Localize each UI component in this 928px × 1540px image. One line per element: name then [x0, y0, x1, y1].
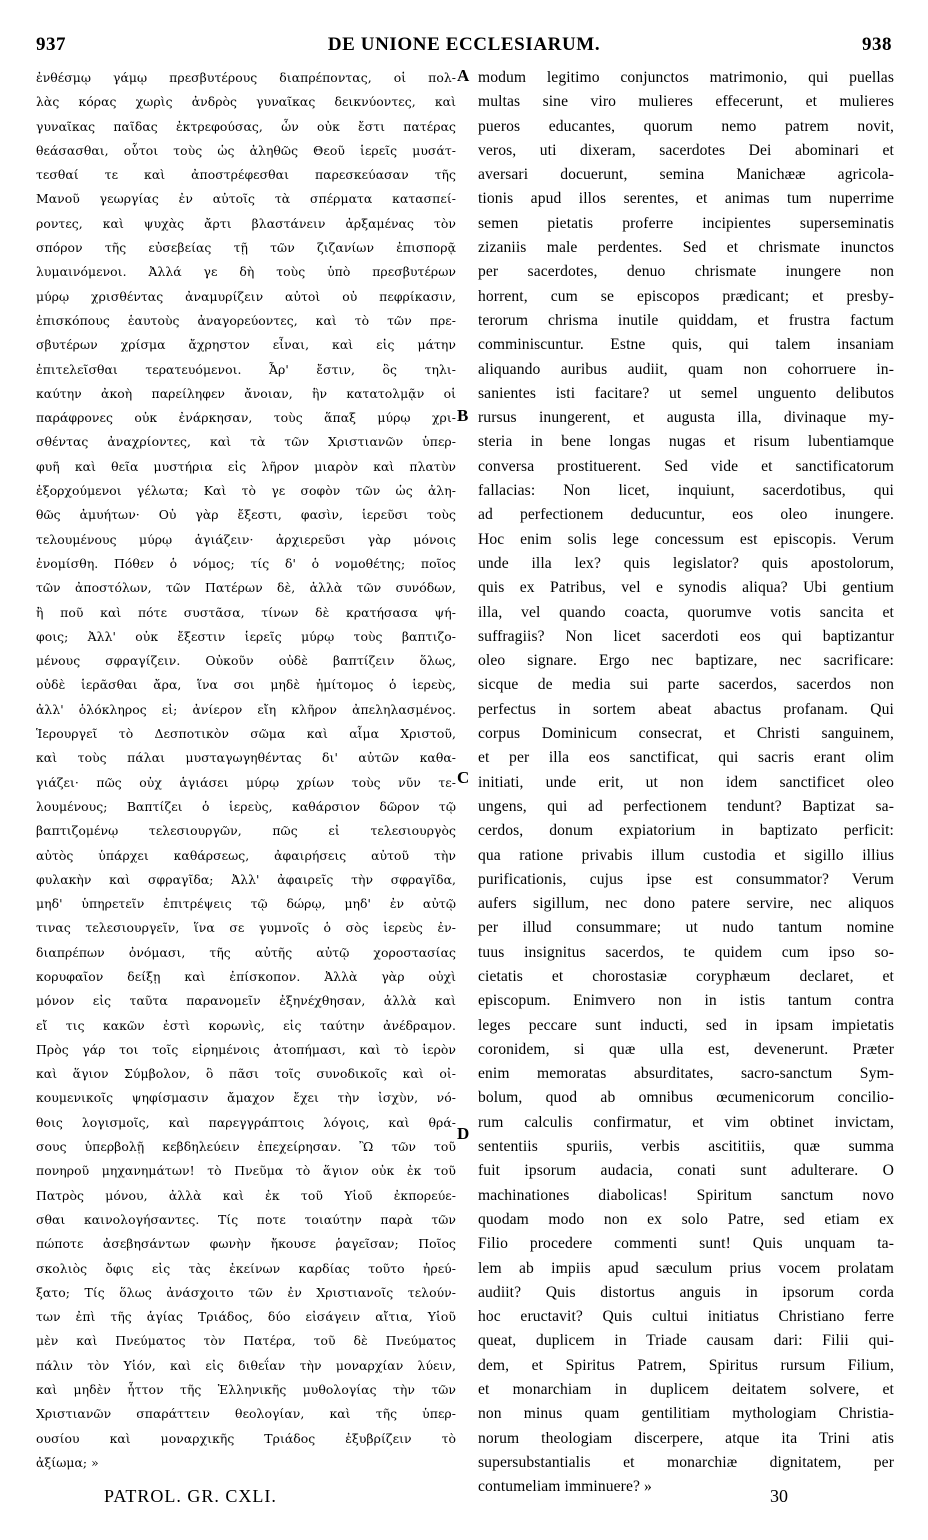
latin-text-line: fuit ipsorum audacia, conati sunt adulterare. O	[478, 1162, 894, 1180]
latin-text-line: per illud consummare; ut nudo tantum nomine	[478, 919, 894, 937]
latin-text-line: sanientes isti facitare? ut semel unguento delibutos	[478, 384, 894, 402]
latin-text-line: multas sine viro mulieres effecerunt, et mulieres	[478, 93, 894, 111]
greek-text-line: ἐξορχούμενοι γέλωτα; Καὶ τὸ γε σοφὸν τῶν ὡς ἀλη-	[36, 483, 456, 499]
greek-text-line: πάλιν τὸν Υἱόν, καὶ εἰς διθεΐαν τὴν μοναρχίαν λύειν,	[36, 1357, 456, 1373]
latin-text-line: supersubstantialis et monarchiæ dignitatem, per	[478, 1453, 894, 1471]
greek-text-line: ἢ ποῦ καὶ πότε συστᾶσα, τίνων δὲ κρατήσασα ψή-	[36, 604, 456, 620]
latin-text-line: zizaniis male perdentes. Sed et chrismate inunctos	[478, 239, 894, 257]
greek-text-line: θῶς ἀμυήτων· Οὐ γὰρ ἔξεστι, φασὶν, ἱερεῦσι τοὺς	[36, 507, 456, 523]
latin-text-line: norum theologiam discerpere, atque ita Trini atis	[478, 1429, 894, 1447]
greek-text-line: σβυτέρων χρίσμα ἄχρηστον εἶναι, καὶ εἰς μάτην	[36, 337, 456, 353]
greek-text-line: μὲν καὶ Πνεύματος τὸν Πατέρα, τοῦ δὲ Πνεύματος	[36, 1333, 456, 1349]
latin-text-line: sicque de media sui parte sacerdos, sacerdos non	[478, 676, 894, 694]
greek-text-line: λυμαινόμενοι. Ἀλλά γε δὴ τοὺς ὑπὸ πρεσβυτέρων	[36, 264, 456, 280]
greek-text-line: ἐπιτελεῖσθαι τερατευόμενοι. Ἆρ' ἔστιν, ὃς τηλι-	[36, 361, 456, 377]
latin-text-line: ungens, qui ad perfectionem tendunt? Baptizat sa-	[478, 797, 894, 815]
latin-text-line: lem ab impiis apud sæculum prius vocem prolatam	[478, 1259, 894, 1277]
latin-text-line: illa, vel quando coacta, quorumve votis sancita et	[478, 603, 894, 621]
latin-text-line: fallacias: Non licet, inquiunt, sacerdotibus, qui	[478, 482, 894, 500]
latin-text-line: machinationes diabolicas! Spiritum sanctum novo	[478, 1186, 894, 1204]
greek-text-line: φυῆ καὶ θεῖα μυστήρια εἰς λῆρον μιαρὸν καὶ πλατὺν	[36, 458, 456, 474]
latin-text-line: purificationis, cujus ipse est consummator? Verum	[478, 870, 894, 888]
latin-text-line: ad perfectionem deducuntur, eos oleo inungere.	[478, 506, 894, 524]
section-marker-b: B	[457, 406, 469, 425]
greek-text-line: ἐνθέσμῳ γάμῳ πρεσβυτέρους διαπρέποντας, οἱ πολ-	[36, 70, 456, 85]
latin-text-line: initiati, unde erit, ut non idem sanctificet oleo	[478, 773, 894, 791]
latin-text-line: pueros educantes, quorum nemo patrem novit,	[478, 117, 894, 135]
greek-text-line: τελουμένους μύρῳ ἁγιάζειν· ἀρχιερεῦσι γὰρ μόνοις	[36, 531, 456, 547]
latin-text-line: semen pietatis proferre incipientes superseminatis	[478, 214, 894, 232]
latin-text-line: tuus insignitus sacerdos, te quidem cum ipso so-	[478, 943, 894, 961]
greek-text-line: καὶ μηδὲν ἧττον τῆς Ἑλληνικῆς μυθολογίας τὴν τῶν	[36, 1382, 456, 1398]
latin-text-line: bolum, quod ab omnibus œcumenicorum concilio-	[478, 1089, 894, 1107]
left-column-number: 937	[36, 34, 66, 55]
latin-text-line: tionis apud illos serentes, et animas tum nuperrime	[478, 190, 894, 208]
latin-text-line: aversari docuerunt, semina Manichææ agricola-	[478, 166, 894, 184]
latin-text-line: conversa prostituerent. Sed vide et sanctificatorum	[478, 457, 894, 475]
greek-text-line: σους ὑπερβολῇ κεβδηλεύειν ἐπεχείρησαν. Ὢ τῶν τοῦ	[36, 1139, 456, 1155]
latin-text-line: terorum chrisma inutile quiddam, et frustra factum	[478, 311, 894, 329]
greek-text-line: τινας τελεσιουργεῖν, ἵνα σε γυμνοῖς ὁ σὸς ἱερεὺς ἐν-	[36, 920, 456, 936]
greek-text-line: Μανοῦ γεωργίας ἐν αὐτοῖς τὰ σπέρματα κατασπεί-	[36, 191, 456, 207]
latin-text-line: comminiscuntur. Estne quis, qui talem insaniam	[478, 336, 894, 354]
greek-text-line: ροντες, καὶ ψυχὰς ἄρτι βλαστάνειν ἀρξαμένας τὸν	[36, 215, 456, 231]
greek-text-line: των ἐπὶ τῆς ἁγίας Τριάδος, δύο εἰσάγειν αἴτια, Υἱοῦ	[36, 1309, 456, 1325]
greek-text-line: ξατο; Τίς ὅλως ἀνάσχοιτο τῶν ἐν Χριστιανοῖς τελούν-	[36, 1284, 456, 1300]
running-title: DE UNIONE ECCLESIARUM.	[327, 34, 601, 55]
latin-text-line: audiit? Quis distortus anguis in ipsorum corda	[478, 1283, 894, 1301]
section-marker-d: D	[457, 1124, 470, 1143]
latin-text-line: modum legitimo conjunctos matrimonio, qui puellas	[478, 69, 894, 86]
greek-text-line: σπόρον τῆς εὐσεβείας τῇ τῶν ζιζανίων ἐπισπορᾷ	[36, 240, 456, 256]
latin-text-line: episcopum. Enimvero non in istis tantum contra	[478, 992, 894, 1010]
greek-text-line: σκολιὸς ὄφις εἰς τὰς ἐκείνων καρδίας τοῦτο ἠρεύ-	[36, 1260, 456, 1276]
greek-text-line: σθέντας ἀναχρίοντες, καὶ τὰ τῶν Χριστιανῶν ὑπερ-	[36, 434, 456, 450]
greek-text-line: Πατρὸς μόνου, ἀλλὰ καὶ ἐκ τοῦ Υἱοῦ ἐκπορεύε-	[36, 1187, 456, 1203]
greek-text-line: μόνον εἰς ταῦτα παρανομεῖν ἐξηνέχθησαν, ἀλλὰ καὶ	[36, 993, 456, 1009]
greek-text-line: Ἱερουργεῖ τὸ Δεσποτικὸν σῶμα καὶ αἷμα Χριστοῦ,	[36, 726, 456, 742]
latin-text-line: et monarchiam in duplicem deitatem solvere, et	[478, 1381, 894, 1399]
latin-text-line: enim memoratas absurditates, sacro-sanctum Sym-	[478, 1065, 894, 1083]
latin-text-line: sententiis spuriis, verbis ascititiis, quæ summa	[478, 1138, 894, 1156]
latin-text-line: horrent, cum se episcopos prædicant; et presby-	[478, 287, 894, 305]
latin-text-line: cerdos, donum expiatorium in baptizato perficit:	[478, 822, 894, 840]
latin-text-line: aliquando auribus audiit, quam non cohorruere in-	[478, 360, 894, 378]
greek-text-line: σθαι καινολογήσαντες. Τίς ποτε τοιαύτην παρὰ τῶν	[36, 1211, 456, 1227]
latin-text-line: veros, uti dixeram, sacerdotes Dei abominari et	[478, 141, 894, 159]
greek-text-line: γιάζει· πῶς οὐχ ἁγιάσει μύρῳ χρίων τοὺς νῦν τε-	[36, 774, 456, 790]
greek-text-line: λουμένους; Βαπτίζει ὁ ἱερεὺς, καθάρσιον δῶρον τῷ	[36, 798, 456, 814]
section-marker-c: C	[457, 768, 470, 787]
latin-text-line: non minus quam gentilitiam mythologiam Christia-	[478, 1405, 894, 1423]
latin-text-line: et per illa eos sanctificat, qui sacris erant olim	[478, 749, 894, 767]
greek-text-line: Χριστιανῶν σπαράττειν θεολογίαν, καὶ τῆς ὑπερ-	[36, 1406, 456, 1422]
latin-text-line: unde illa lex? quis legislator? quis apostolorum,	[478, 554, 894, 572]
greek-text-line: τῶν ἀποστόλων, τῶν Πατέρων δὲ, ἀλλὰ τῶν συνόδων,	[36, 580, 456, 596]
greek-text-line: μένους σφραγίζειν. Οὐκοῦν οὐδὲ βαπτίζειν ὅλως,	[36, 653, 456, 669]
latin-text-line: leges peccare sunt inducti, sed in ipsam impietatis	[478, 1016, 894, 1034]
greek-text-line: Πρὸς γάρ τοι τοῖς εἰρημένοις ἀτοπήμασι, καὶ τὸ ἱερὸν	[36, 1041, 456, 1057]
latin-text-line: steria in bene longas nugas et risum lubentiamque	[478, 433, 894, 451]
greek-text-line: ἐπισκόπους ἑαυτοὺς ἀναγορεύοντες, καὶ τὸ τῶν πρε-	[36, 312, 456, 328]
latin-text-line: cietatis et chorostasiæ coryphæum declaret, et	[478, 967, 894, 985]
greek-text-line: πώποτε ἀσεβησάντων φωνὴν ἤκουσε ῥαγεῖσαν; Ποῖος	[36, 1236, 456, 1252]
greek-text-line: καὶ ἅγιον Σύμβολον, ὃ πᾶσι τοῖς συνοδικοῖς καὶ οἰ-	[36, 1066, 456, 1082]
latin-text-line: qua ratione privabis illum custodia et sigillo illius	[478, 846, 894, 864]
latin-text-line: rum calculis confirmatur, et vim obtinet invictam,	[478, 1113, 894, 1131]
latin-text-column	[478, 66, 894, 1500]
greek-text-line: λὰς κόρας χωρὶς ἀνδρὸς γυναῖκας δεικνύοντες, καὶ	[36, 94, 456, 110]
latin-text-line: Filio procedere commenti sunt! Quis unquam ta-	[478, 1235, 894, 1253]
section-marker-a: A	[457, 66, 470, 85]
latin-text-line: aufers sigillum, nec dono patere servire, nec aliquos	[478, 895, 894, 913]
greek-text-line: τεσθαί τε καὶ ἀποστρέφεσθαι παρεσκεύασαν τῆς	[36, 167, 456, 183]
latin-text-line: suffragiis? Non licet sacerdoti eos qui baptizantur	[478, 627, 894, 645]
greek-text-line: κουμενικοῖς ψηφίσμασιν ἄμαχον ἔχει τὴν ἰσχὺν, νό-	[36, 1090, 456, 1106]
greek-text-line: μηδ' ὑπηρετεῖν ἐπιτρέψεις τῷ δώρῳ, μηδ' ἐν αὐτῷ	[36, 896, 456, 912]
latin-text-line: quodam modo non ex solo Patre, sed etiam ex	[478, 1210, 894, 1228]
greek-text-line: αὐτὸς ὑπάρχει καθάρσεως, ἀφαιρήσεις αὐτοῦ τὴν	[36, 847, 456, 863]
latin-text-line: queat, duplicem in Triade causam dari: Filii qui-	[478, 1332, 894, 1350]
signature-mark: 30	[770, 1486, 788, 1506]
latin-text-line: rursus inungerent, et augusta illa, divinaque my-	[478, 409, 894, 427]
latin-text-line: coronidem, si quæ ulla est, devenerunt. Præter	[478, 1040, 894, 1058]
latin-text-line: quis ex Patribus, vel e synodis aliqua? Ubi gentium	[478, 579, 894, 597]
greek-text-line: θοις λογισμοῖς, καὶ παρεγγράπτοις λόγοις, καὶ θρά-	[36, 1114, 456, 1130]
greek-text-line: κορυφαῖον δείξῃ καὶ ἐπίσκοπον. Ἀλλὰ γὰρ οὐχὶ	[36, 968, 456, 984]
page-header	[36, 34, 892, 60]
greek-text-line: ἀξίωμα; »	[36, 1454, 99, 1470]
right-column-number: 938	[862, 34, 892, 55]
greek-text-line: καύτην ἀκοὴ παρείληφεν ἄνοιαν, ἣν κατατολμᾷν οἱ	[36, 385, 456, 401]
latin-text-line: dem, et Spiritus Patrem, Spiritus rursum Filium,	[478, 1356, 894, 1374]
series-footer: PATROL. GR. CXLI.	[104, 1486, 277, 1506]
greek-text-line: φυλακὴν καὶ σφραγῖδα; Ἀλλ' ἀφαιρεῖς τὴν σφραγῖδα,	[36, 871, 456, 887]
greek-text-line: βαπτιζομένῳ τελεσιουργῶν, πῶς εἰ τελεσιουργὸς	[36, 823, 456, 839]
greek-text-line: οὐδὲ ἱερᾶσθαι ἄρα, ἵνα σοι μηδὲ ἡμίτομος ὁ ἱερεὺς,	[36, 677, 456, 693]
latin-text-line: oleo signare. Ergo nec baptizare, nec sacrificare:	[478, 652, 894, 670]
greek-text-line: ουσίου καὶ μοναρχικῆς Τριάδος ἐξυβρίζειν τὸ	[36, 1430, 456, 1446]
greek-text-line: παράφρονες οὐκ ἐνάρκησαν, τοὺς ἅπαξ μύρῳ χρι-	[36, 410, 456, 426]
latin-text-line: per sacerdotes, denuo chrismate inungere non	[478, 263, 894, 281]
latin-text-line: Hoc enim solis lege concessum est episcopis. Verum	[478, 530, 894, 548]
greek-text-line: εἴ τις κακῶν ἐστὶ κορωνὶς, εἰς ταύτην ἀνέδραμον.	[36, 1017, 456, 1033]
greek-text-column	[36, 66, 456, 1475]
greek-text-line: πονηροῦ μηχανημάτων! τὸ Πνεῦμα τὸ ἅγιον οὐκ ἐκ τοῦ	[36, 1163, 456, 1179]
latin-text-line: corpus Dominicum consecrat, et Christi sanguinem,	[478, 725, 894, 743]
greek-text-line: γυναῖκας παῖδας ἐκτρεφούσας, ὧν οὐκ ἔστι πατέρας	[36, 118, 456, 134]
latin-text-line: hoc eructavit? Quis cultui initiatus Christiano ferre	[478, 1308, 894, 1326]
greek-text-line: φοις; Ἀλλ' οὐκ ἔξεστιν ἱερεῖς μύρῳ τοὺς βαπτιζο-	[36, 628, 456, 644]
greek-text-line: καὶ τοὺς πάλαι μυσταγωγηθέντας δι' αὐτῶν καθα-	[36, 750, 456, 766]
greek-text-line: θεάσασθαι, οὗτοι τοὺς ὡς ἀληθῶς Θεοῦ ἱερεῖς μυσάτ-	[36, 142, 456, 158]
greek-text-line: διαπρέπων ὀνόμασι, τῆς αὐτῆς αὐτῷ χοροστασίας	[36, 944, 456, 960]
greek-text-line: ἐνομίσθη. Πόθεν ὁ νόμος; τίς δ' ὁ νομοθέτης; ποῖος	[36, 555, 456, 571]
latin-text-line: contumeliam imminuere? »	[478, 1478, 652, 1496]
greek-text-line: μύρῳ χρισθέντας ἀναμυρίζειν αὐτοὶ οὐ πεφρίκασιν,	[36, 288, 456, 304]
greek-text-line: ἀλλ' ὁλόκληρος εἰ; ἀνίερον εἴη κλῆρον ἀπεληλασμένος.	[36, 701, 456, 717]
latin-text-line: perfectus in sortem abeat abactus profanam. Qui	[478, 700, 894, 718]
